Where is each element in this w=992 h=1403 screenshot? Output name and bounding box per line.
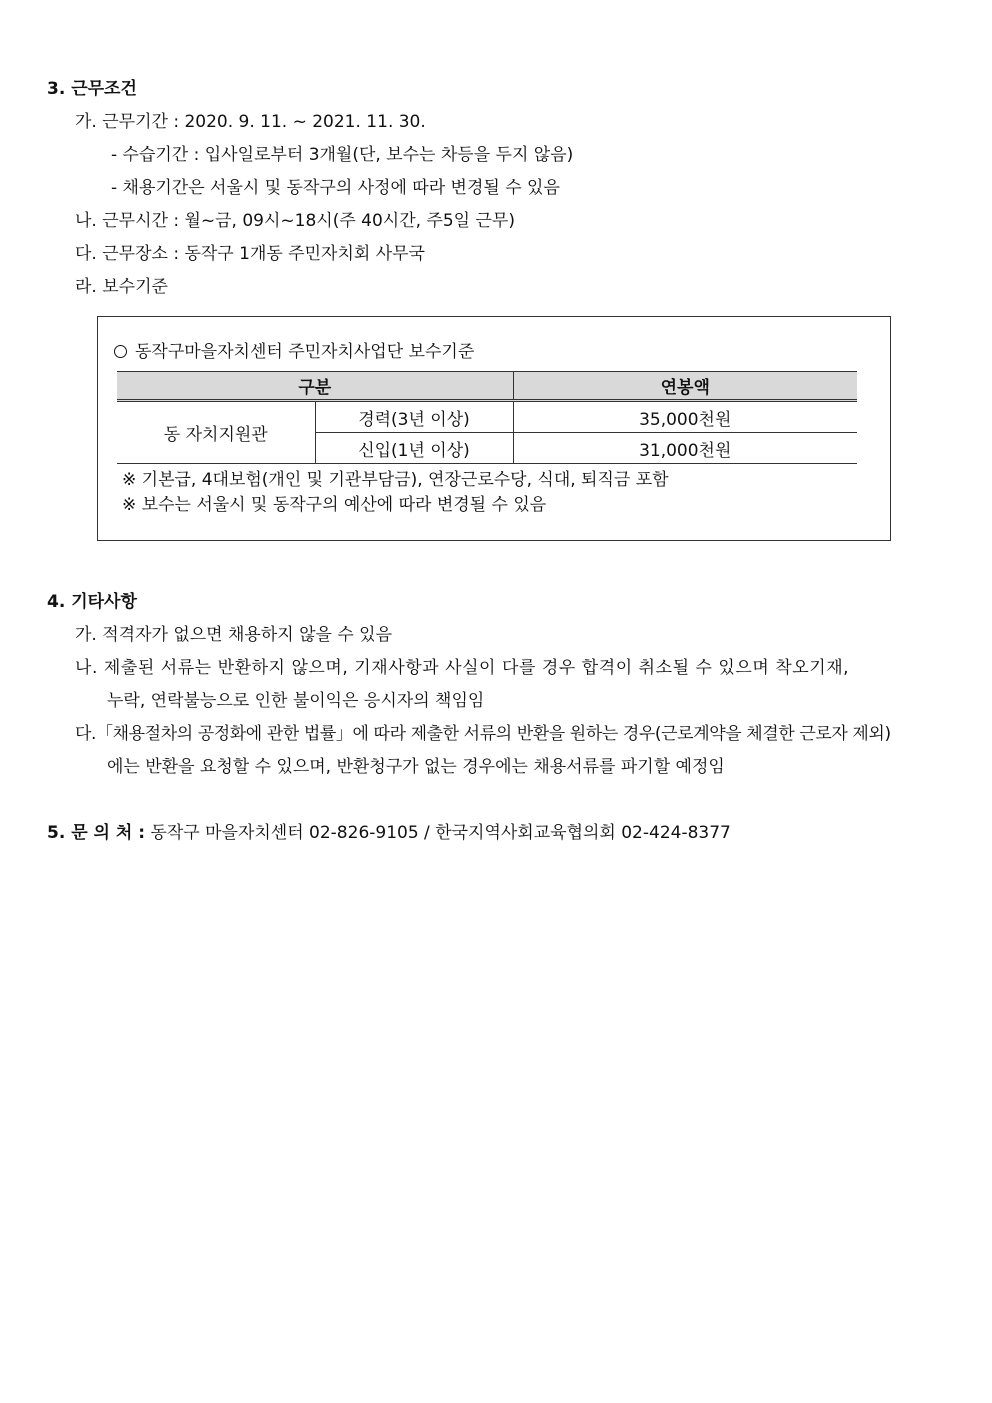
category-cell: 동 자치지원관 xyxy=(117,401,315,464)
table-row xyxy=(117,401,857,433)
header-salary: 연봉액 xyxy=(513,372,857,401)
section-4-heading: 4. 기타사항 xyxy=(47,592,137,612)
circle-icon xyxy=(114,345,127,358)
employment-period-note: - 채용기간은 서울시 및 동작구의 사정에 따라 변경될 수 있음 xyxy=(111,178,560,198)
pay-table xyxy=(117,371,857,464)
other-item-da-line1: 다.「채용절차의 공정화에 관한 법률」에 따라 제출한 서류의 반환을 원하는 경우(근로계약을 체결한 근로자 제외) xyxy=(75,724,891,744)
pay-box-title xyxy=(114,341,474,363)
other-item-na-line2: 누락, 연락불능으로 인한 불이익은 응시자의 책임임 xyxy=(107,691,485,711)
pay-standard-label: 라. 보수기준 xyxy=(75,277,168,297)
work-period: 가. 근무기간 : 2020. 9. 11. ~ 2021. 11. 30. xyxy=(75,112,426,132)
work-hours: 나. 근무시간 : 월~금, 09시~18시(주 40시간, 주5일 근무) xyxy=(75,211,515,231)
pay-standard-box xyxy=(97,316,891,541)
pay-box-title-text: 동작구마을자치센터 주민자치사업단 보수기준 xyxy=(135,342,475,362)
other-item-da-line2: 에는 반환을 요청할 수 있으며, 반환청구가 없는 경우에는 채용서류를 파기할 예정임 xyxy=(107,757,725,777)
other-item-na-line1: 나. 제출된 서류는 반환하지 않으며, 기재사항과 사실이 다를 경우 합격이 취소될 수 있으며 착오기재, xyxy=(75,658,850,678)
salary-cell: 35,000천원 xyxy=(513,401,857,433)
type-cell: 신입(1년 이상) xyxy=(315,433,513,464)
pay-table-header xyxy=(117,372,857,401)
contact-info: 동작구 마을자치센터 02-826-9105 / 한국지역사회교육협의회 02-424-8377 xyxy=(150,823,731,843)
probation-period: - 수습기간 : 입사일로부터 3개월(단, 보수는 차등을 두지 않음) xyxy=(111,145,574,165)
header-category: 구분 xyxy=(117,372,513,401)
work-location: 다. 근무장소 : 동작구 1개동 주민자치회 사무국 xyxy=(75,244,425,264)
contact-label: 5. 문 의 처 : xyxy=(47,823,146,843)
type-cell: 경력(3년 이상) xyxy=(315,401,513,433)
pay-note-2: ※ 보수는 서울시 및 동작구의 예산에 따라 변경될 수 있음 xyxy=(122,495,547,515)
section-3-heading: 3. 근무조건 xyxy=(47,79,137,99)
salary-cell: 31,000천원 xyxy=(513,433,857,464)
other-item-ga: 가. 적격자가 없으면 채용하지 않을 수 있음 xyxy=(75,625,393,645)
contact-line xyxy=(47,822,731,844)
pay-note-1: ※ 기본급, 4대보험(개인 및 기관부담금), 연장근로수당, 식대, 퇴직금 포함 xyxy=(122,470,669,490)
